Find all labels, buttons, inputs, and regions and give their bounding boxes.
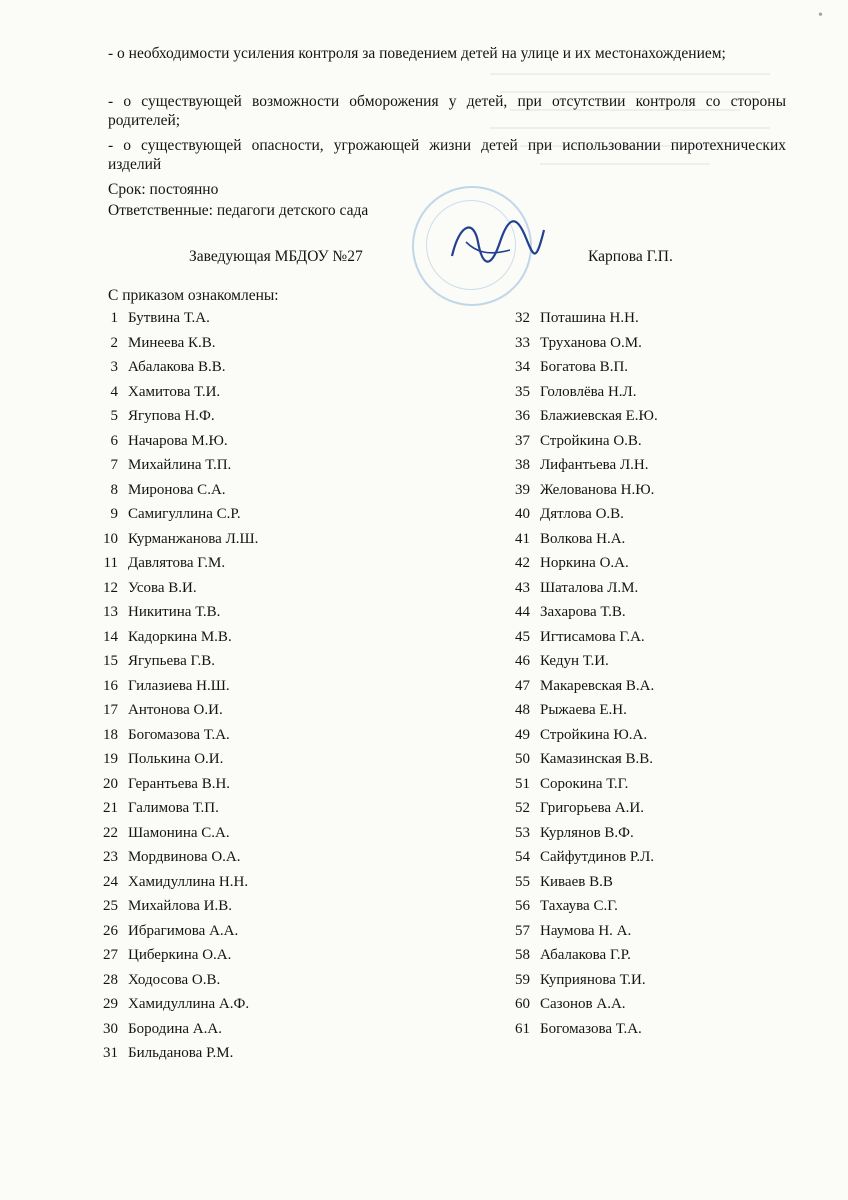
list-item-number: 36 <box>515 408 530 424</box>
list-item-name: Захарова Т.В. <box>540 604 626 620</box>
list-item-name: Труханова О.М. <box>540 334 642 351</box>
list-item <box>88 551 408 576</box>
list-item <box>500 919 800 944</box>
list-item-name: Циберкина О.А. <box>128 947 232 963</box>
list-item <box>88 355 408 380</box>
list-item-number: 45 <box>515 628 530 645</box>
list-item <box>88 380 408 405</box>
list-item-number: 42 <box>515 555 530 571</box>
list-item-name: Лифантьева Л.Н. <box>540 457 649 473</box>
list-item <box>88 894 408 919</box>
bullet-1: - о необходимости усиления контроля за поведением детей на улице и их местонахождением; <box>108 45 726 62</box>
responsible: Ответственные: педагоги детского сада <box>108 202 369 219</box>
list-item <box>500 943 800 968</box>
list-item-name: Начарова М.Ю. <box>128 432 228 449</box>
acknowledged-label: С приказом ознакомлены: <box>108 287 279 304</box>
list-item <box>88 306 408 331</box>
list-item-number: 4 <box>110 383 118 400</box>
list-item-name: Игтисамова Г.А. <box>540 628 645 645</box>
list-item <box>88 845 408 870</box>
list-item-number: 61 <box>515 1020 530 1037</box>
list-item <box>500 845 800 870</box>
list-item-number: 33 <box>515 334 530 351</box>
list-item-number: 44 <box>515 604 530 620</box>
list-item-name: Самигуллина С.Р. <box>128 506 241 522</box>
list-item <box>500 625 800 650</box>
list-item-name: Блажиевская Е.Ю. <box>540 408 658 424</box>
list-item-number: 8 <box>110 481 118 498</box>
list-item-number: 7 <box>110 457 118 473</box>
list-item <box>500 723 800 748</box>
list-item-number: 11 <box>103 555 118 571</box>
list-item-number: 14 <box>103 628 118 645</box>
list-item-number: 41 <box>515 530 530 547</box>
list-item <box>500 404 800 429</box>
list-item-name: Хамидуллина Н.Н. <box>128 873 249 890</box>
list-item-name: Желованова Н.Ю. <box>540 481 655 498</box>
list-item-name: Минеева К.В. <box>128 334 216 351</box>
list-item-number: 40 <box>515 506 530 522</box>
list-item <box>88 747 408 772</box>
list-item-name: Волкова Н.А. <box>540 530 626 547</box>
list-item-name: Ягупьева Г.В. <box>128 653 215 669</box>
list-item <box>500 968 800 993</box>
staff-list-right <box>500 306 800 1041</box>
list-item-number: 29 <box>103 996 118 1012</box>
list-item <box>500 821 800 846</box>
list-item-name: Богатова В.П. <box>540 359 629 375</box>
list-item-number: 52 <box>515 800 530 816</box>
list-item-number: 58 <box>515 947 530 963</box>
list-item-name: Тахаува С.Г. <box>540 898 618 914</box>
list-item <box>500 870 800 895</box>
list-item <box>88 723 408 748</box>
list-item <box>500 331 800 356</box>
list-item-number: 53 <box>515 824 530 841</box>
list-item <box>500 894 800 919</box>
list-item <box>500 772 800 797</box>
list-item-number: 15 <box>103 653 118 669</box>
list-item-number: 39 <box>515 481 530 498</box>
list-item-number: 16 <box>103 677 118 694</box>
list-item-number: 22 <box>103 824 118 841</box>
list-item-number: 49 <box>515 726 530 743</box>
list-item <box>500 576 800 601</box>
list-item-name: Давлятова Г.М. <box>128 555 226 571</box>
list-item-name: Дятлова О.В. <box>540 506 624 522</box>
list-item-name: Поташина Н.Н. <box>540 310 639 326</box>
bullet-3: - о существующей опасности, угрожающей жизни детей при использовании пиротехнических изделий <box>108 137 786 173</box>
list-item-number: 19 <box>103 751 118 767</box>
corner-mark-icon: • <box>818 8 823 23</box>
list-item-number: 54 <box>515 849 530 865</box>
list-item-number: 12 <box>103 579 118 596</box>
list-item <box>88 992 408 1017</box>
list-item-name: Бильданова Р.М. <box>128 1045 234 1061</box>
list-item <box>88 1017 408 1042</box>
list-item <box>88 502 408 527</box>
list-item-name: Гилазиева Н.Ш. <box>128 677 230 694</box>
list-item-number: 56 <box>515 898 530 914</box>
list-item <box>88 968 408 993</box>
list-item-name: Макаревская В.А. <box>540 677 655 694</box>
list-item-name: Миронова С.А. <box>128 481 226 498</box>
list-item-name: Стройкина О.В. <box>540 432 642 449</box>
list-item-name: Сазонов А.А. <box>540 996 626 1012</box>
list-item <box>88 429 408 454</box>
list-item <box>500 600 800 625</box>
list-item-number: 47 <box>515 677 530 694</box>
list-item-number: 60 <box>515 996 530 1012</box>
list-item <box>500 478 800 503</box>
list-item-name: Сайфутдинов Р.Л. <box>540 849 655 865</box>
list-item-number: 50 <box>515 751 530 767</box>
list-item-name: Наумова Н. А. <box>540 922 632 939</box>
list-item-number: 13 <box>103 604 118 620</box>
list-item-number: 35 <box>515 383 530 400</box>
list-item-number: 32 <box>515 310 530 326</box>
list-item-name: Григорьева А.И. <box>540 800 644 816</box>
list-item <box>88 478 408 503</box>
list-item-number: 5 <box>110 408 118 424</box>
list-item <box>500 1017 800 1042</box>
list-item-number: 28 <box>103 971 118 988</box>
bullet-2: - о существующей возможности обморожения у детей, при отсутствии контроля со стороны родителей; <box>108 93 786 129</box>
list-item-number: 59 <box>515 971 530 988</box>
list-item-number: 24 <box>103 873 118 890</box>
list-item <box>500 527 800 552</box>
list-item <box>500 992 800 1017</box>
list-item-number: 30 <box>103 1020 118 1037</box>
list-item <box>88 625 408 650</box>
list-item-name: Михайлина Т.П. <box>128 457 232 473</box>
staff-list-left <box>88 306 408 1066</box>
list-item-number: 2 <box>110 334 118 351</box>
list-item-number: 38 <box>515 457 530 473</box>
list-item-name: Бородина А.А. <box>128 1020 222 1037</box>
list-item-number: 43 <box>515 579 530 596</box>
list-item-number: 37 <box>515 432 530 449</box>
list-item <box>500 453 800 478</box>
list-item <box>500 796 800 821</box>
list-item-name: Шаталова Л.М. <box>540 579 639 596</box>
list-item-name: Бутвина Т.А. <box>128 310 210 326</box>
list-item-name: Мордвинова О.А. <box>128 849 241 865</box>
list-item-number: 9 <box>110 506 118 522</box>
list-item-name: Богомазова Т.А. <box>128 726 230 743</box>
list-item-name: Ибрагимова А.А. <box>128 922 239 939</box>
list-item <box>88 698 408 723</box>
list-item <box>88 870 408 895</box>
list-item <box>500 380 800 405</box>
list-item-number: 1 <box>110 310 118 326</box>
list-item-number: 17 <box>103 702 118 718</box>
list-item <box>88 527 408 552</box>
list-item <box>88 600 408 625</box>
list-item-name: Усова В.И. <box>128 579 197 596</box>
list-item-number: 3 <box>110 359 118 375</box>
list-item-number: 51 <box>515 775 530 792</box>
signature-scribble <box>440 212 550 282</box>
list-item-name: Камазинская В.В. <box>540 751 654 767</box>
list-item <box>88 576 408 601</box>
list-item-number: 6 <box>110 432 118 449</box>
list-item-number: 23 <box>103 849 118 865</box>
list-item <box>500 355 800 380</box>
list-item <box>88 919 408 944</box>
list-item-name: Кедун Т.И. <box>540 653 609 669</box>
list-item <box>500 747 800 772</box>
list-item-name: Курлянов В.Ф. <box>540 824 634 841</box>
list-item-name: Хамитова Т.И. <box>128 383 221 400</box>
list-item <box>88 796 408 821</box>
list-item-name: Стройкина Ю.А. <box>540 726 648 743</box>
list-item <box>500 649 800 674</box>
list-item-name: Никитина Т.В. <box>128 604 221 620</box>
list-item-name: Полькина О.И. <box>128 751 224 767</box>
list-item-name: Ягупова Н.Ф. <box>128 408 215 424</box>
list-item-name: Абалакова Г.Р. <box>540 947 631 963</box>
list-item-number: 25 <box>103 898 118 914</box>
list-item <box>88 453 408 478</box>
list-item-name: Ходосова О.В. <box>128 971 221 988</box>
list-item-name: Шамонина С.А. <box>128 824 230 841</box>
list-item-name: Герантьева В.Н. <box>128 775 231 792</box>
list-item <box>500 502 800 527</box>
list-item-name: Сорокина Т.Г. <box>540 775 629 792</box>
list-item-name: Норкина О.А. <box>540 555 629 571</box>
list-item <box>500 429 800 454</box>
list-item-name: Головлёва Н.Л. <box>540 383 637 400</box>
list-item-name: Киваев В.В <box>540 873 613 890</box>
list-item-name: Курманжанова Л.Ш. <box>128 530 259 547</box>
list-item <box>88 649 408 674</box>
list-item-number: 34 <box>515 359 530 375</box>
list-item <box>88 404 408 429</box>
list-item-number: 10 <box>103 530 118 547</box>
list-item-name: Хамидуллина А.Ф. <box>128 996 250 1012</box>
signature-name: Карпова Г.П. <box>588 248 673 265</box>
list-item-name: Куприянова Т.И. <box>540 971 646 988</box>
deadline: Срок: постоянно <box>108 181 219 198</box>
list-item-name: Кадоркина М.В. <box>128 628 232 645</box>
list-item <box>500 698 800 723</box>
list-item-name: Михайлова И.В. <box>128 898 232 914</box>
list-item-name: Богомазова Т.А. <box>540 1020 642 1037</box>
list-item <box>88 772 408 797</box>
list-item-number: 21 <box>103 800 118 816</box>
list-item-number: 20 <box>103 775 118 792</box>
list-item-number: 27 <box>103 947 118 963</box>
list-item-name: Галимова Т.П. <box>128 800 219 816</box>
list-item <box>88 1041 408 1066</box>
list-item <box>500 306 800 331</box>
list-item-number: 55 <box>515 873 530 890</box>
list-item-number: 18 <box>103 726 118 743</box>
list-item-number: 48 <box>515 702 530 718</box>
list-item-name: Рыжаева Е.Н. <box>540 702 627 718</box>
list-item <box>88 943 408 968</box>
list-item-number: 26 <box>103 922 118 939</box>
signature-role: Заведующая МБДОУ №27 <box>189 248 363 265</box>
list-item-name: Абалакова В.В. <box>128 359 226 375</box>
list-item <box>88 674 408 699</box>
list-item <box>88 821 408 846</box>
list-item <box>88 331 408 356</box>
list-item <box>500 674 800 699</box>
list-item-number: 31 <box>103 1045 118 1061</box>
list-item-number: 46 <box>515 653 530 669</box>
list-item <box>500 551 800 576</box>
list-item-name: Антонова О.И. <box>128 702 223 718</box>
list-item-number: 57 <box>515 922 530 939</box>
